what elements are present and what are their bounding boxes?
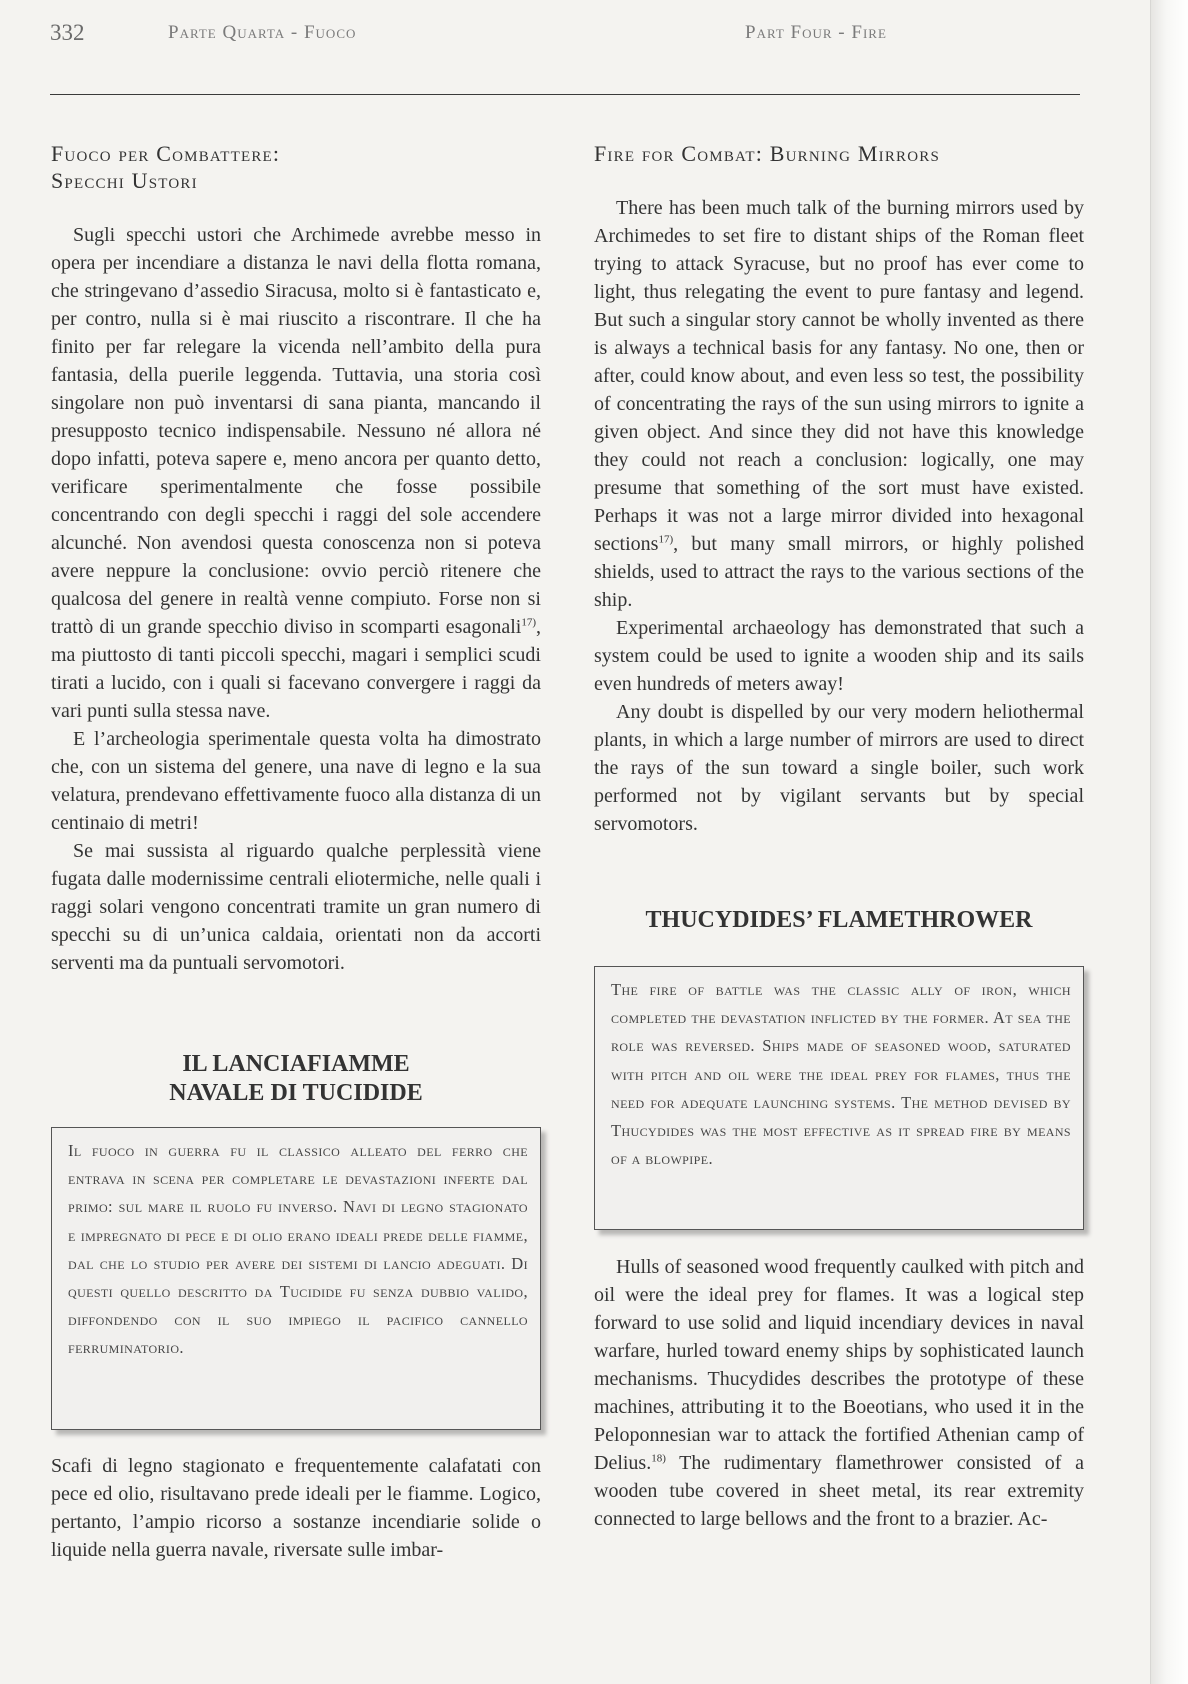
italian-paragraph: Se mai sussista al riguardo qualche perplessità viene fugata dalle modernissime centrali eliotermiche, nelle quali i raggi solari vengono concentrati tramite un gran numero di specchi su di un’unica caldaia, orientati non da accorti serventi ma da puntuali servomotori. (51, 840, 541, 974)
italian-heading (51, 140, 280, 194)
italian-section-heading (51, 1050, 541, 1108)
italian-summary-box (51, 1127, 541, 1430)
running-title-english: Part Four - Fire (745, 22, 887, 43)
footnote-ref: 17) (658, 533, 674, 546)
english-summary-box (594, 966, 1084, 1230)
english-paragraph-end: , but many small mirrors, or highly polished shields, used to attract the rays to the various sections of the ship. (594, 533, 1084, 611)
italian-bottom-paragraph: Scafi di legno stagionato e frequentemente calafatati con pece ed olio, risultavano prede ideali per le fiamme. Logico, pertanto, l’ampio ricorso a sostanze incendiarie solide o liquide nella guerra navale, riversate sulle imbar- (51, 1455, 541, 1561)
english-paragraph: Any doubt is dispelled by our very modern heliothermal plants, in which a large number of mirrors are used to direct the rays of the sun toward a single boiler, such work performed not by vigilant servants but by special servomotors. (594, 701, 1084, 835)
italian-heading-line1: Fuoco per Combattere: (51, 141, 281, 166)
italian-paragraph-end: , ma piuttosto di tanti piccoli specchi, magari i semplici scudi tirati a lucido, con i quali si facevano convergere i raggi da vari punti sulla stessa nave. (51, 616, 541, 722)
english-heading: Fire for Combat: Burning Mirrors (594, 141, 941, 166)
english-section-heading: THUCYDIDES’ FLAMETHROWER (645, 907, 1033, 933)
english-body (594, 194, 1084, 838)
english-paragraph: There has been much talk of the burning mirrors used by Archimedes to set fire to distant ships of the Roman fleet trying to attack Syracuse, but no proof has ever come to light, thus relegating the event to pure fantasy and legend. But such a singular story cannot be wholly invented as there is always a technical basis for any fantasy. No one, then or after, could know about, and even less so test, the possibility of concentrating the rays of the sun using mirrors to ignite a given object. And since they did not have this knowledge they could not reach a conclusion: logically, one may presume that something of the sort must have existed. Perhaps it was not a large mirror divided into hexagonal sections (594, 197, 1084, 555)
header-rule (50, 94, 1080, 95)
english-paragraph: Experimental archaeology has demonstrated that such a system could be used to ignite a wooden ship and its sails even hundreds of meters away! (594, 617, 1084, 695)
page-header (0, 20, 1100, 50)
page-edge (1150, 0, 1188, 1684)
italian-section-heading-line2: NAVALE DI TUCIDIDE (169, 1080, 423, 1106)
italian-bottom-body (51, 1452, 541, 1564)
italian-summary-text: Il fuoco in guerra fu il classico alleato del ferro che entrava in scena per completare le devastazioni inferte dal primo: sul mare il ruolo fu inverso. Navi di legno stagionato e impregnato di pece e di olio erano ideali prede delle fiamme, dal che lo studio per avere dei sistemi di lancio adeguati. Di questi quello descritto da Tucidide fu senza dubbio valido, diffondendo con il suo impiego il pacifico cannello ferruminatorio. (68, 1141, 528, 1358)
italian-paragraph: Sugli specchi ustori che Archimede avrebbe messo in opera per incendiare a distanza le navi della flotta romana, che stringevano d’assedio Siracusa, molto si è fantasticato e, per contro, nulla si è mai riuscito a riscontrare. Il che ha finito per far relegare la vicenda nell’ambito della pura fantasia, della puerile leggenda. Tuttavia, una storia così singolare non può inventarsi di sana pianta, mancando il presupposto tecnico indispensabile. Nessuno né allora né dopo infatti, poteva sapere e, meno ancora per quanto detto, verificare sperimentalmente che fosse possibile concentrando con degli specchi i raggi del sole accendere alcunché. Non avendosi questa conoscenza non si poteva avere neppure la conclusione: ovvio perciò ritenere che qualcosa del genere in realtà venne compiuto. Forse non si trattò di un grande specchio diviso in scomparti esagonali (51, 224, 541, 638)
english-bottom-paragraph: Hulls of seasoned wood frequently caulked with pitch and oil were the ideal prey for flames. It was a logical step forward to use solid and liquid incendiary devices in naval warfare, hurled toward enemy ships by sophisticated launch mechanisms. Thucydides describes the prototype of these machines, attributing it to the Boeotians, who used it in the Peloponnesian war to attack the fortified Athenian camp of Delius. (594, 1256, 1084, 1474)
english-bottom-body (594, 1253, 1084, 1533)
footnote-ref: 18) (651, 1452, 666, 1465)
running-title-italian: Parte Quarta - Fuoco (168, 22, 357, 43)
italian-body (51, 221, 541, 977)
italian-section-heading-line1: IL LANCIAFIAMME (182, 1051, 410, 1077)
italian-heading-line2: Specchi Ustori (51, 168, 198, 193)
italian-paragraph: E l’archeologia sperimentale questa volta ha dimostrato che, con un sistema del genere, una nave di legno e la sua velatura, prendevano effettivamente fuoco alla distanza di un centinaio di metri! (51, 728, 541, 834)
page-number: 332 (50, 20, 85, 45)
english-summary-text: The fire of battle was the classic ally of iron, which completed the devastation inflicted by the former. At sea the role was reversed. Ships made of seasoned wood, saturated with pitch and oil were the ideal prey for flames, thus the need for adequate launching systems. The method devised by Thucydides was the most effective as it spread fire by means of a blowpipe. (611, 980, 1071, 1169)
english-bottom-paragraph-end: The rudimentary flamethrower consisted of a wooden tube covered in sheet metal, its rear extremity connected to large bellows and the front to a brazier. Ac- (594, 1452, 1084, 1530)
footnote-ref: 17) (521, 616, 536, 629)
